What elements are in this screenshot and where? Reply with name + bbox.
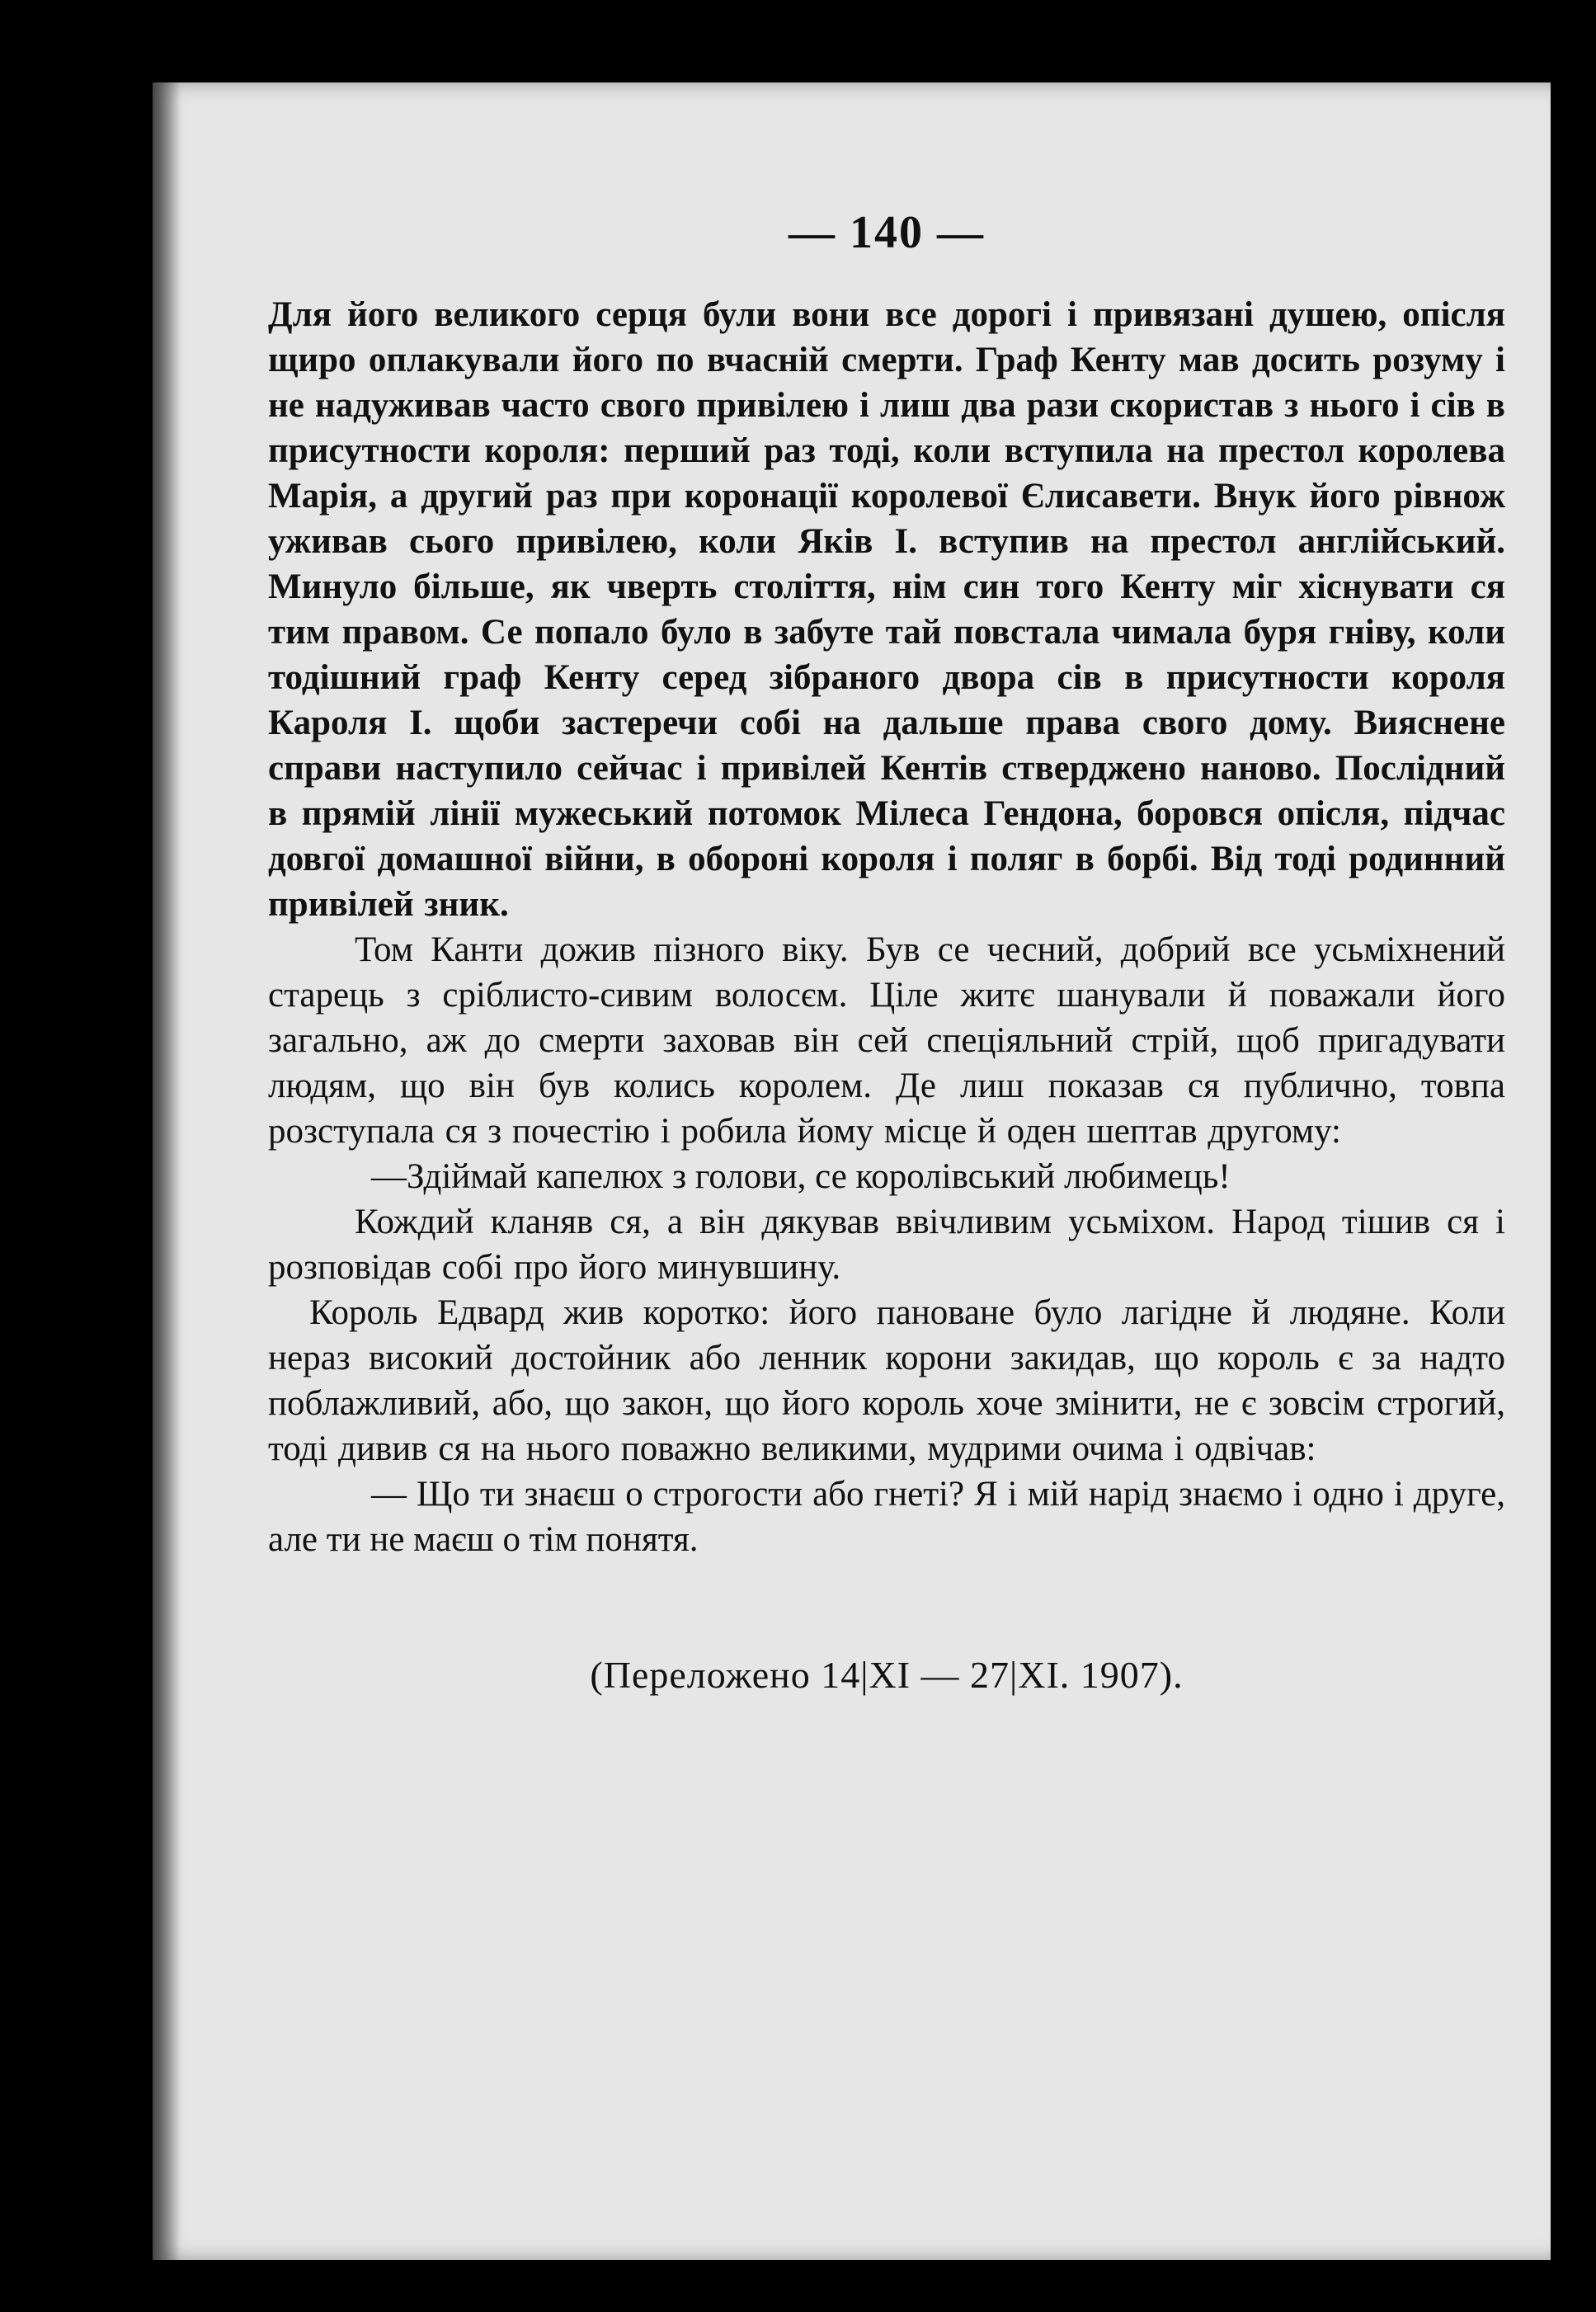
paragraph-4: Король Едвард жив коротко: його пановане було лагідне й людяне. Коли нераз високий достойник або ленник корони закидав, що король є за надто поблажливий, або, що закон, що його король хоче змінити, не є зовсім строгий, тоді дивив ся на нього поважно великими, мудрими очима і одвічав: bbox=[268, 1293, 1505, 1468]
paragraph-2: Том Канти дожив пізного віку. Був се чесний, добрий все усьміхнений старець з сріблисто-сивим волосєм. Ціле житє шанували й поважали його загально, аж до смерти заховав він сей спеціяльний стрій, щоб пригадувати людям, що він був колись королем. Де лиш показав ся публично, товпа розступала ся з почестію і робила йому місце й оден шептав другому: bbox=[268, 930, 1505, 1151]
paragraph-1: Для його великого серця були вони все дорогі і привязані душею, опісля щиро оплакували його по вчасній смерти. Граф Кенту мав досить розуму і не надуживав часто свого привілею і лиш два рази скористав з нього і сів в присутности короля: перший раз тоді, коли вступила на престол королева Марія, а другий раз при коронації королевої Єлисавети. Внук його рівнож уживав сього привілею, коли Яків І. вступив на престол англійський. Минуло більше, як чверть століття, нім син того Кенту міг хіснувати ся тим правом. Се попало було в забуте тай повстала чимала буря гніву, коли тодішний граф Кенту серед зібраного двора сів в присутности короля Кароля І. щоби застеречи собі на дальше права свого дому. Вияснене справи наступило сейчас і привілей Кентів стверджено наново. Послідний в прямій лінії мужеський потомок Мілеса Гендона, боровся опісля, підчас довгої домашної війни, в обороні короля і поляг в борбі. Від тоді родинний привілей зник. bbox=[268, 295, 1505, 924]
page-number: — 140 — bbox=[789, 207, 985, 258]
dialogue-2: — Що ти знаєш о строгости або гнеті? Я і мій нарід знаємо і одно і друге, але ти не маєш о тім понятя. bbox=[268, 1475, 1505, 1559]
page-shadow-edge bbox=[153, 82, 181, 2260]
dialogue-1: —Здіймай капелюх з голови, се королівський любимець! bbox=[371, 1157, 1231, 1196]
translation-date-note: (Переложено 14|XI — 27|XI. 1907). bbox=[590, 1654, 1184, 1696]
book-page bbox=[153, 82, 1551, 2260]
page-content bbox=[268, 206, 1505, 1697]
paragraph-3: Кождий кланяв ся, а він дякував ввічливим усьміхом. Народ тішив ся і розповідав собі про його минувшину. bbox=[268, 1203, 1505, 1287]
